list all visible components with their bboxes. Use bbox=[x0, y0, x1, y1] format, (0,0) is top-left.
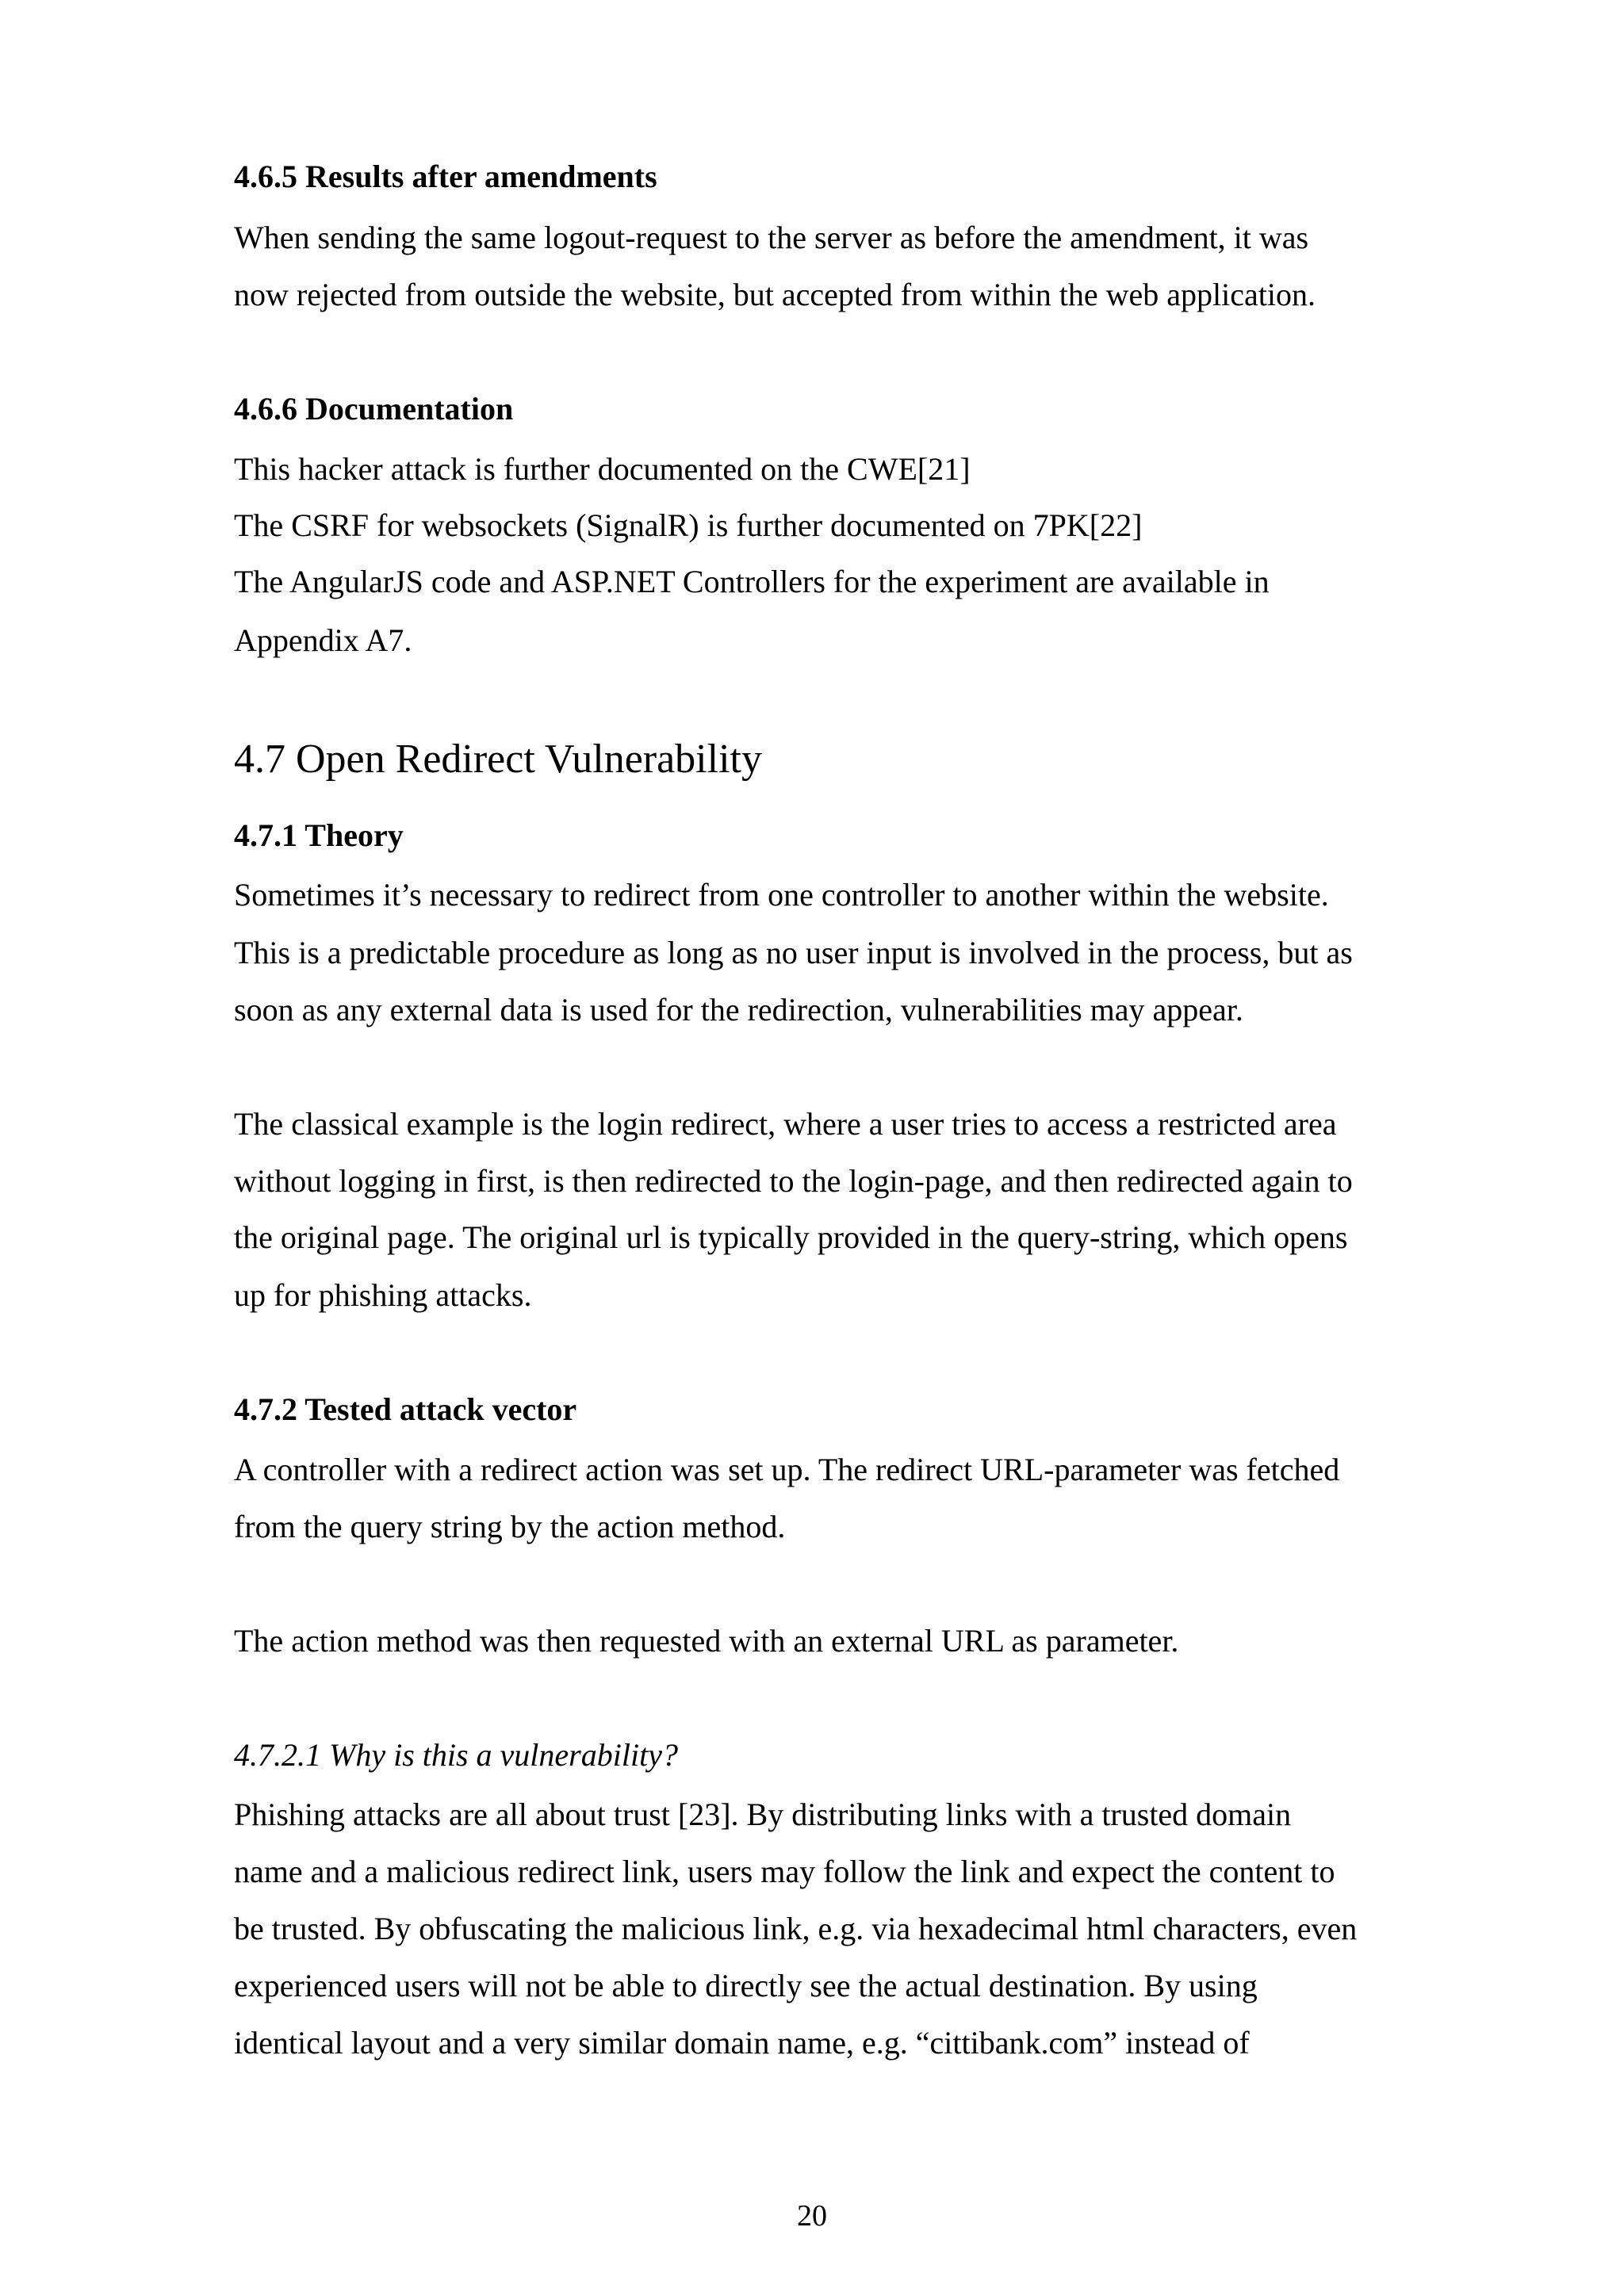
body-line: This is a predictable procedure as long as no user input is involved in the process, but as bbox=[234, 935, 1353, 970]
body-line: name and a malicious redirect link, users may follow the link and expect the content to bbox=[234, 1854, 1335, 1889]
heading-4-7-2: 4.7.2 Tested attack vector bbox=[234, 1391, 577, 1427]
body-line: A controller with a redirect action was set up. The redirect URL-parameter was fetched bbox=[234, 1452, 1340, 1487]
body-line: without logging in first, is then redirected to the login-page, and then redirected again to bbox=[234, 1163, 1353, 1199]
body-line: Appendix A7. bbox=[234, 622, 412, 658]
body-line: up for phishing attacks. bbox=[234, 1277, 532, 1313]
heading-4-7-1: 4.7.1 Theory bbox=[234, 817, 404, 853]
body-line: identical layout and a very similar domain name, e.g. “cittibank.com” instead of bbox=[234, 2025, 1250, 2061]
body-line: soon as any external data is used for the redirection, vulnerabilities may appear. bbox=[234, 992, 1243, 1027]
body-line: be trusted. By obfuscating the malicious link, e.g. via hexadecimal html characters, even bbox=[234, 1911, 1358, 1946]
body-line: Phishing attacks are all about trust [23]. By distributing links with a trusted domain bbox=[234, 1797, 1292, 1832]
body-line: now rejected from outside the website, but accepted from within the web application. bbox=[234, 277, 1316, 312]
body-line: The CSRF for websockets (SignalR) is further documented on 7PK[22] bbox=[234, 507, 1143, 543]
body-line: Sometimes it’s necessary to redirect from one controller to another within the website. bbox=[234, 877, 1329, 913]
body-line: When sending the same logout-request to the server as before the amendment, it was bbox=[234, 220, 1309, 255]
body-line: from the query string by the action method. bbox=[234, 1509, 786, 1544]
body-line: The classical example is the login redirect, where a user tries to access a restricted area bbox=[234, 1106, 1337, 1142]
body-line: This hacker attack is further documented on the CWE[21] bbox=[234, 451, 971, 487]
body-line: The action method was then requested with an external URL as parameter. bbox=[234, 1623, 1179, 1659]
body-line: The AngularJS code and ASP.NET Controllers for the experiment are available in bbox=[234, 564, 1270, 599]
heading-4-7: 4.7 Open Redirect Vulnerability bbox=[234, 737, 762, 782]
body-line: the original page. The original url is typically provided in the query-string, which opens bbox=[234, 1219, 1348, 1255]
page-number: 20 bbox=[797, 2199, 827, 2233]
body-line: experienced users will not be able to directly see the actual destination. By using bbox=[234, 1968, 1258, 2003]
heading-4-6-6: 4.6.6 Documentation bbox=[234, 391, 514, 427]
heading-4-7-2-1: 4.7.2.1 Why is this a vulnerability? bbox=[234, 1737, 678, 1773]
heading-4-6-5: 4.6.5 Results after amendments bbox=[234, 159, 657, 194]
